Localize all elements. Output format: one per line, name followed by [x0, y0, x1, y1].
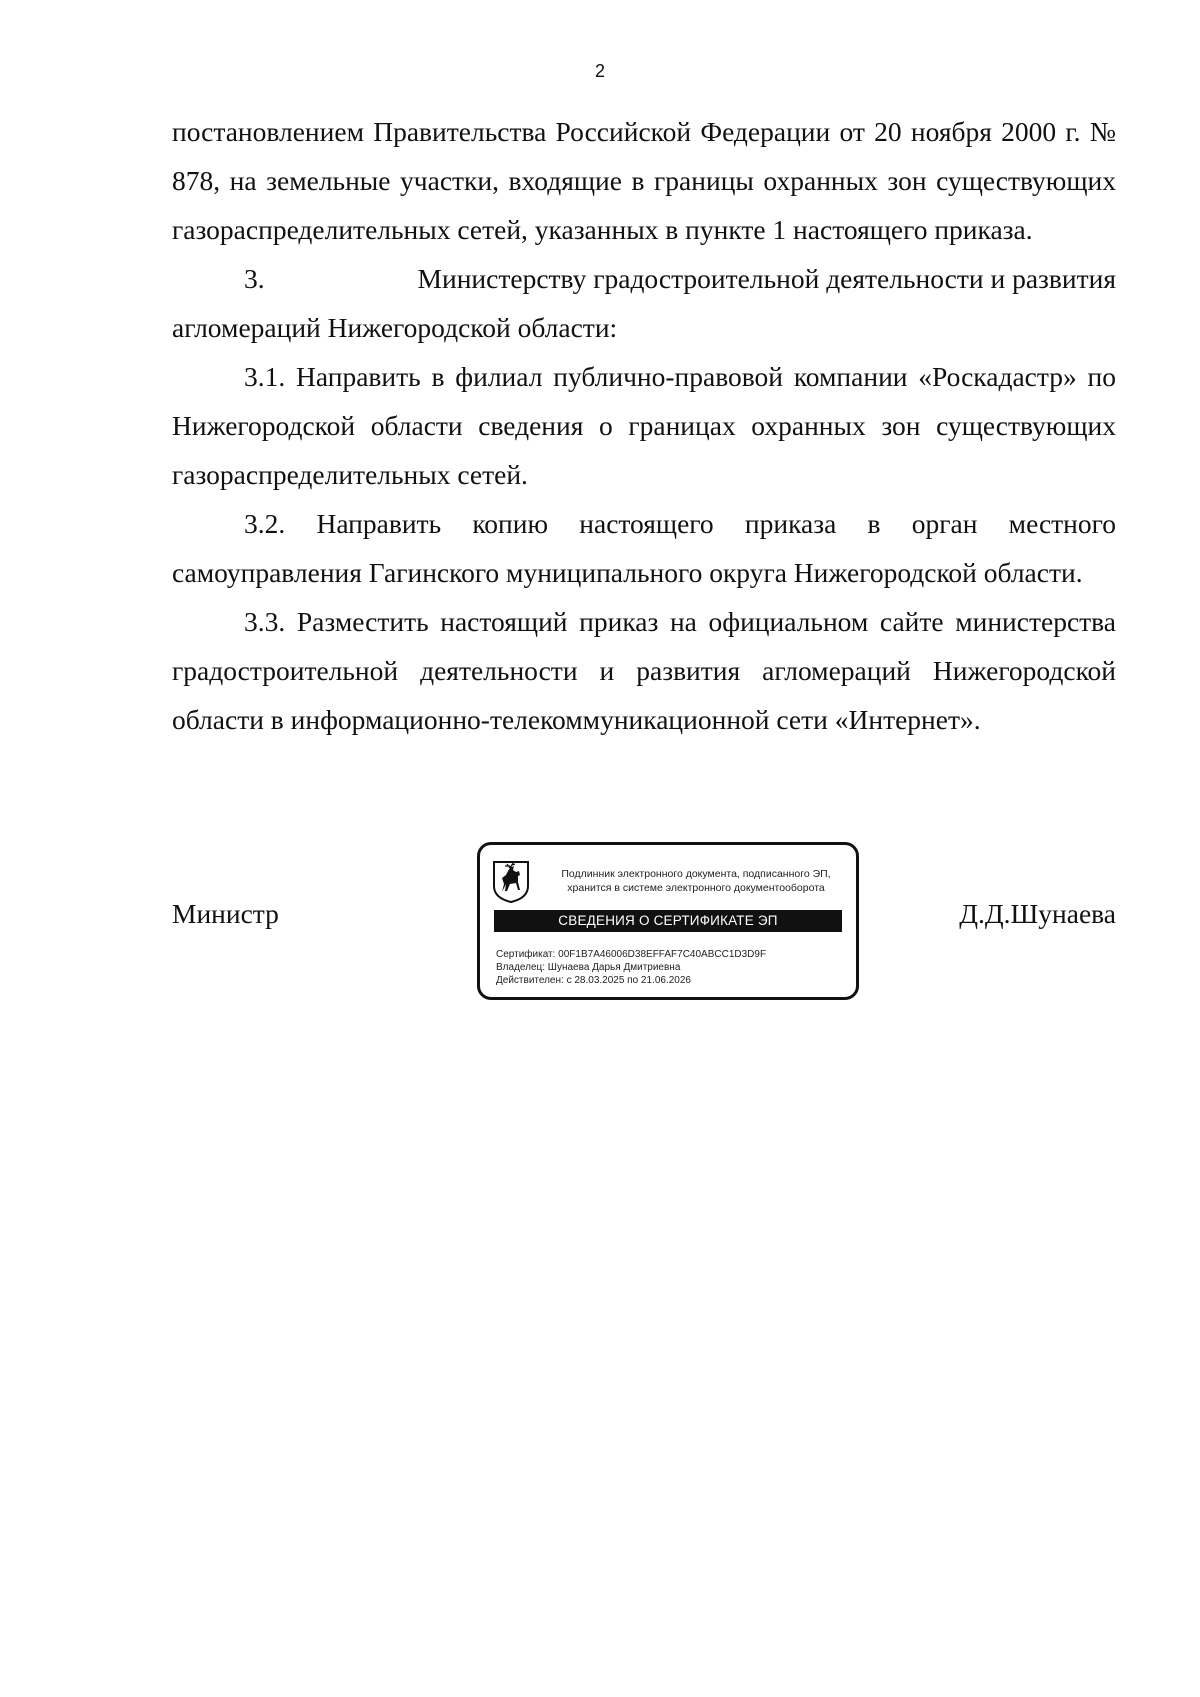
document-body [172, 107, 1116, 744]
signatory-title: Министр [172, 898, 279, 929]
stamp-note-line: Подлинник электронного документа, подписанного ЭП, [561, 868, 831, 880]
certificate-number: Сертификат: 00F1B7A46006D38EFFAF7C40ABCC1D3D9F [496, 949, 767, 960]
signatory-name: Д.Д.Шунаева [959, 898, 1116, 929]
paragraph-item-3-1: 3.1. Направить в филиал публично-правовой компании «Роскадастр» по Нижегородской области сведения о границах охранных зон существующих газораспределительных сетей. [172, 361, 1116, 490]
stamp-note [542, 867, 850, 895]
paragraph-item-3-3: 3.3. Разместить настоящий приказ на официальном сайте министерства градостроительной деятельности и развития агломераций Нижегородской области в информационно-телекоммуникационной сети «Интернет». [172, 606, 1116, 735]
stamp-banner: СВЕДЕНИЯ О СЕРТИФИКАТЕ ЭП [494, 910, 842, 932]
certificate-validity: Действителен: с 28.03.2025 по 21.06.2026 [496, 975, 691, 986]
paragraph-continuation: постановлением Правительства Российской Федерации от 20 ноября 2000 г. № 878, на земельные участки, входящие в границы охранных зон существующих газораспределительных сетей, указанных в пункте 1 настоящего приказа. [172, 116, 1116, 245]
stamp-note-line: хранится в системе электронного документооборота [567, 882, 825, 894]
paragraph-number: 3. [244, 263, 265, 294]
paragraph-item-3-tail: агломераций Нижегородской области: [172, 312, 618, 343]
paragraph-item-3-2: 3.2. Направить копию настоящего приказа в орган местного самоуправления Гагинского муниципального округа Нижегородской области. [172, 508, 1116, 588]
certificate-owner: Владелец: Шунаева Дарья Дмитриевна [496, 962, 681, 973]
paragraph-text: Министерству градостроительной деятельности и развития [417, 263, 1116, 294]
paragraph-item-3-heading [172, 254, 1116, 303]
page-number: 2 [594, 61, 605, 81]
coat-of-arms-icon [492, 860, 530, 904]
certificate-details [496, 948, 766, 987]
electronic-signature-stamp [477, 842, 859, 1000]
